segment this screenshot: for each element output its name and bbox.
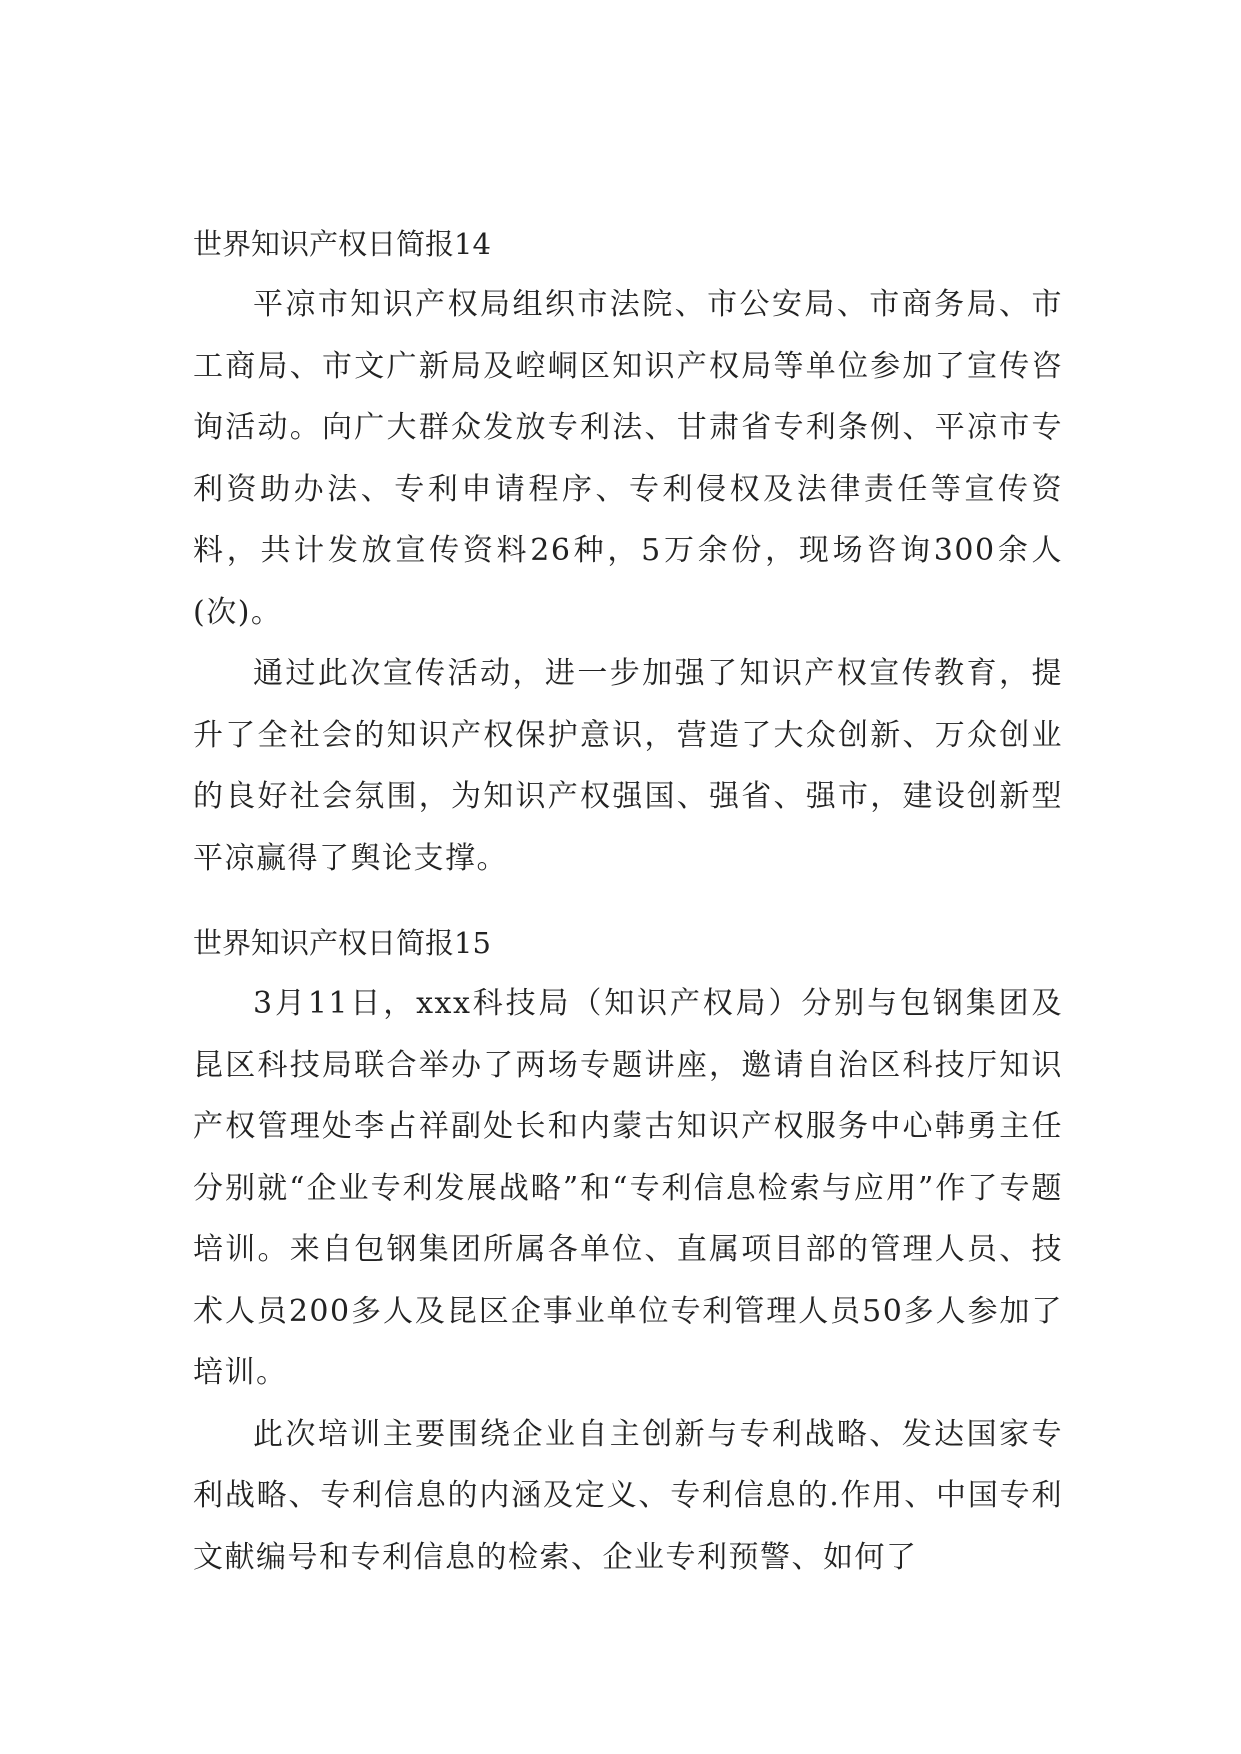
section-body [193, 973, 1063, 1588]
paragraph: 通过此次宣传活动，进一步加强了知识产权宣传教育，提升了全社会的知识产权保护意识，营造了大众创新、万众创业的良好社会氛围，为知识产权强国、强省、强市，建设创新型平凉赢得了舆论支撑。 [193, 656, 1063, 876]
section-title: 世界知识产权日简报14 [193, 227, 491, 261]
section-body [193, 274, 1063, 889]
briefing-section-14 [193, 214, 1063, 889]
paragraph: 此次培训主要围绕企业自主创新与专利战略、发达国家专利战略、专利信息的内涵及定义、专利信息的.作用、中国专利文献编号和专利信息的检索、企业专利预警、如何了 [193, 1416, 1063, 1575]
paragraph: 平凉市知识产权局组织市法院、市公安局、市商务局、市工商局、市文广新局及崆峒区知识产权局等单位参加了宣传咨询活动。向广大群众发放专利法、甘肃省专利条例、平凉市专利资助办法、专利申请程序、专利侵权及法律责任等宣传资料，共计发放宣传资料26种，5万余份，现场咨询300余人(次)。 [193, 287, 1063, 630]
section-title: 世界知识产权日简报15 [193, 926, 491, 960]
paragraph: 3月11日，xxx科技局（知识产权局）分别与包钢集团及昆区科技局联合举办了两场专题讲座，邀请自治区科技厅知识产权管理处李占祥副处长和内蒙古知识产权服务中心韩勇主任分别就“企业专利发展战略”和“专利信息检索与应用”作了专题培训。来自包钢集团所属各单位、直属项目部的管理人员、技术人员200多人及昆区企事业单位专利管理人员50多人参加了培训。 [193, 986, 1063, 1390]
briefing-section-15 [193, 913, 1063, 1588]
